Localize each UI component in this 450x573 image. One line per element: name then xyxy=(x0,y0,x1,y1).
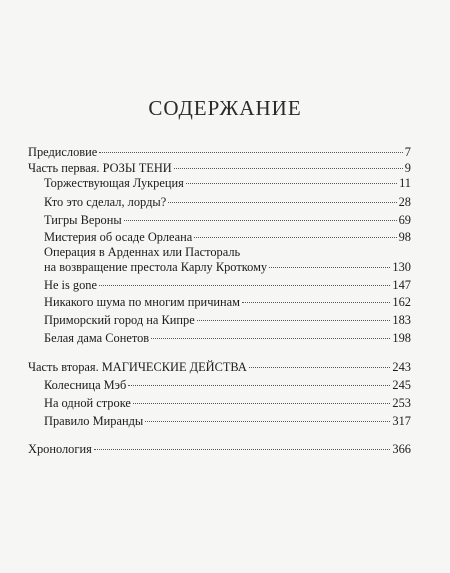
toc-entry-label: Правило Миранды xyxy=(44,414,144,428)
toc-entry-preface[interactable] xyxy=(28,145,411,160)
toc-entry-page: 198 xyxy=(392,331,411,345)
toc-entry-label: Никакого шума по многим причинам xyxy=(44,295,241,309)
toc-entry-page: 69 xyxy=(398,213,411,227)
toc-entry[interactable] xyxy=(44,176,411,191)
toc-entry-label: Мистерия об осаде Орлеана xyxy=(44,230,193,244)
toc-entry-label: на возвращение престола Карлу Кроткому xyxy=(44,260,268,274)
dot-leader xyxy=(124,220,397,221)
dot-leader xyxy=(168,202,396,203)
toc-entry-part-one[interactable] xyxy=(28,161,411,176)
toc-entry-label: Приморский город на Кипре xyxy=(44,313,195,327)
toc-entry-page: 366 xyxy=(392,442,411,456)
dot-leader xyxy=(242,302,390,303)
toc-entry[interactable] xyxy=(44,195,411,210)
toc-entry-label: Торжествующая Лукреция xyxy=(44,176,184,190)
toc-entry[interactable] xyxy=(44,278,411,293)
dot-leader xyxy=(94,449,391,450)
toc-entry-page: 130 xyxy=(392,260,411,274)
toc-entry-page: 147 xyxy=(392,278,411,292)
toc-entry[interactable] xyxy=(44,295,411,310)
toc-entry-page: 253 xyxy=(392,396,411,410)
dot-leader xyxy=(269,267,390,268)
toc-entry-page: 11 xyxy=(399,176,411,190)
dot-leader xyxy=(128,385,390,386)
toc-entry[interactable] xyxy=(44,414,411,429)
dot-leader xyxy=(186,183,397,184)
dot-leader xyxy=(145,421,390,422)
toc-entry-page: 98 xyxy=(398,230,411,244)
toc-entry[interactable] xyxy=(44,230,411,245)
toc-entry-label: Белая дама Сонетов xyxy=(44,331,150,345)
toc-entry-label: Кто это сделал, лорды? xyxy=(44,195,167,209)
toc-entry-label: Предисловие xyxy=(28,145,98,159)
toc-entry-label: Часть вторая. МАГИЧЕСКИЕ ДЕЙСТВА xyxy=(28,360,247,374)
toc-entry-label: На одной строке xyxy=(44,396,131,410)
toc-entry[interactable] xyxy=(44,213,411,228)
dot-leader xyxy=(151,338,390,339)
dot-leader xyxy=(249,367,391,368)
toc-entry-part-two[interactable] xyxy=(28,360,411,375)
toc-entry[interactable] xyxy=(44,313,411,328)
toc-entry[interactable] xyxy=(44,260,411,275)
dot-leader xyxy=(99,152,403,153)
toc-entry-label: Колесница Мэб xyxy=(44,378,127,392)
toc-entry-chronology[interactable] xyxy=(28,442,411,457)
dot-leader xyxy=(99,285,390,286)
dot-leader xyxy=(133,403,390,404)
dot-leader xyxy=(194,237,396,238)
toc-entry-label: He is gone xyxy=(44,278,97,292)
toc-entry[interactable] xyxy=(44,396,411,411)
toc-entry-page: 183 xyxy=(392,313,411,327)
toc-entry-page: 317 xyxy=(392,414,411,428)
toc-entry-page: 243 xyxy=(392,360,411,374)
dot-leader xyxy=(197,320,391,321)
toc-entry-page: 28 xyxy=(398,195,411,209)
page-title: СОДЕРЖАНИЕ xyxy=(148,96,302,120)
toc-entry-page: 9 xyxy=(404,161,411,175)
toc-entry-label-line1: Операция в Арденнах или Пастораль xyxy=(44,245,241,259)
toc-entry-page: 162 xyxy=(392,295,411,309)
toc-entry-page: 245 xyxy=(392,378,411,392)
toc-entry[interactable] xyxy=(44,378,411,393)
toc-entry-page: 7 xyxy=(404,145,411,159)
toc-entry[interactable] xyxy=(44,331,411,346)
toc-entry-label: Тигры Вероны xyxy=(44,213,122,227)
dot-leader xyxy=(174,168,403,169)
toc-entry-label: Хронология xyxy=(28,442,92,456)
toc-entry-label: Часть первая. РОЗЫ ТЕНИ xyxy=(28,161,172,175)
